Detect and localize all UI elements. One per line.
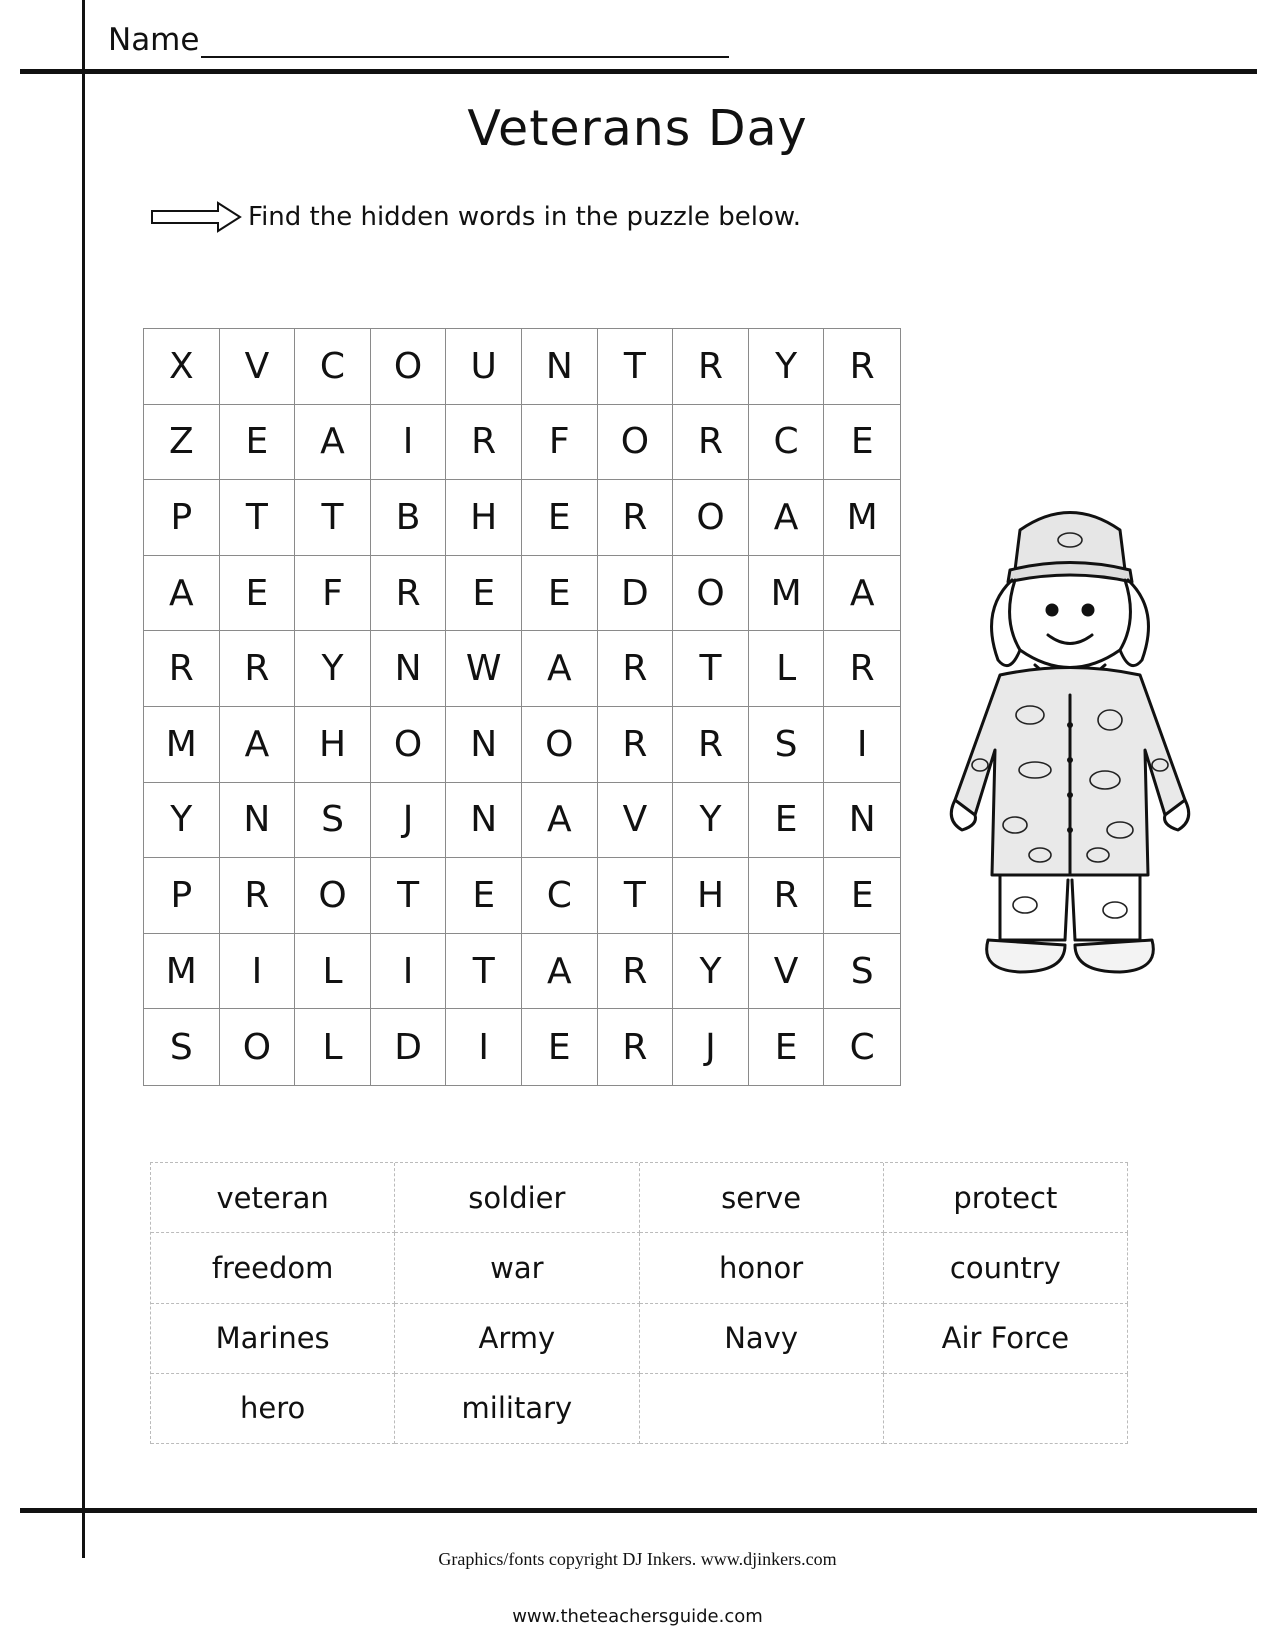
grid-cell[interactable]: T [295,480,371,556]
grid-cell[interactable]: Z [144,405,220,481]
grid-cell[interactable]: O [295,858,371,934]
grid-cell[interactable]: H [295,707,371,783]
grid-cell[interactable]: R [220,858,296,934]
grid-cell[interactable]: O [220,1009,296,1085]
grid-cell[interactable]: A [220,707,296,783]
grid-cell[interactable]: H [446,480,522,556]
grid-cell[interactable]: C [849,1026,875,1068]
grid-cell[interactable]: I [371,934,447,1010]
grid-cell[interactable]: R [598,1009,674,1085]
instruction-row [150,200,801,234]
grid-cell[interactable]: R [220,631,296,707]
word-search-grid [143,328,901,1086]
word-bank-item: soldier [395,1163,639,1233]
word-bank-item: hero [151,1374,395,1444]
grid-cell[interactable]: P [144,858,220,934]
word-bank-item: war [395,1233,639,1303]
grid-cell[interactable]: E [446,556,522,632]
grid-cell[interactable]: T [446,934,522,1010]
grid-cell[interactable]: T [598,329,674,405]
grid-cell[interactable]: B [371,480,447,556]
grid-cell[interactable]: E [522,556,598,632]
grid-cell[interactable]: S [295,783,371,859]
grid-cell[interactable]: R [598,934,674,1010]
grid-cell[interactable]: O [598,405,674,481]
grid-cell[interactable]: R [144,631,220,707]
grid-cell[interactable]: O [371,707,447,783]
name-label: Name [108,22,200,58]
grid-cell[interactable]: T [598,858,674,934]
arrow-right-outline-icon [150,200,242,234]
grid-cell[interactable]: Y [295,631,371,707]
grid-cell[interactable]: R [446,405,522,481]
name-field [108,22,729,58]
grid-cell[interactable]: Y [673,934,749,1010]
grid-cell[interactable]: X [144,329,220,405]
grid-cell[interactable]: E [220,405,296,481]
grid-cell[interactable]: S [824,934,900,1010]
grid-cell[interactable]: E [220,556,296,632]
word-bank-table [150,1162,1128,1444]
grid-cell[interactable]: T [220,480,296,556]
grid-cell[interactable]: T [371,858,447,934]
grid-cell[interactable]: R [598,480,674,556]
grid-cell[interactable]: M [144,707,220,783]
grid-cell[interactable]: R [673,707,749,783]
grid-cell[interactable]: R [673,329,749,405]
grid-cell[interactable]: M [824,480,900,556]
grid-cell[interactable]: E [446,858,522,934]
grid-cell[interactable]: O [673,480,749,556]
page-title: Veterans Day [467,100,808,157]
grid-cell[interactable]: C [749,405,825,481]
grid-cell[interactable]: T [673,631,749,707]
grid-cell[interactable]: A [522,934,598,1010]
grid-cell[interactable]: Y [749,329,825,405]
grid-cell[interactable]: A [144,556,220,632]
footer-url: www.theteachersguide.com [512,1606,763,1627]
grid-cell[interactable]: S [144,1009,220,1085]
grid-cell[interactable]: V [749,934,825,1010]
word-bank-item: veteran [151,1163,395,1233]
grid-cell[interactable]: F [295,556,371,632]
grid-cell[interactable]: L [295,934,371,1010]
grid-cell[interactable]: N [446,783,522,859]
word-bank-item: country [884,1233,1128,1303]
grid-cell[interactable]: E [522,1009,598,1085]
grid-cell[interactable]: H [673,858,749,934]
margin-vertical-line [82,0,85,1558]
grid-cell[interactable]: U [446,329,522,405]
word-bank-item: military [395,1374,639,1444]
grid-cell[interactable]: N [446,707,522,783]
grid-cell[interactable]: E [749,783,825,859]
grid-cell[interactable]: V [220,329,296,405]
word-bank-item [884,1374,1128,1444]
footer-rule [20,1508,1257,1513]
word-bank-item: Air Force [884,1304,1128,1374]
grid-cell[interactable]: W [446,631,522,707]
grid-cell[interactable]: O [522,707,598,783]
grid-cell[interactable]: C [522,858,598,934]
grid-cell[interactable]: J [673,1009,749,1085]
grid-cell[interactable]: P [144,480,220,556]
grid-cell[interactable]: O [673,556,749,632]
word-bank-item: honor [640,1233,884,1303]
grid-cell[interactable]: Y [144,783,220,859]
grid-cell[interactable]: O [371,329,447,405]
grid-cell[interactable]: A [295,405,371,481]
word-bank-item: Army [395,1304,639,1374]
grid-cell[interactable]: L [749,631,825,707]
grid-cell[interactable]: I [824,707,900,783]
header-rule [20,69,1257,74]
word-bank-item: serve [640,1163,884,1233]
grid-cell[interactable]: E [824,858,900,934]
word-bank-item: freedom [151,1233,395,1303]
soldier-illustration [918,500,1222,1000]
word-bank-item [640,1374,884,1444]
grid-cell[interactable]: M [749,556,825,632]
grid-cell[interactable]: R [824,329,900,405]
grid-cell[interactable]: N [371,631,447,707]
grid-cell[interactable]: R [598,707,674,783]
grid-cell[interactable]: D [598,556,674,632]
instruction-text: Find the hidden words in the puzzle below. [248,202,802,232]
grid-cell[interactable]: N [824,783,900,859]
grid-cell[interactable]: N [522,329,598,405]
grid-cell[interactable]: Y [673,783,749,859]
grid-cell[interactable]: N [220,783,296,859]
name-blank-line[interactable] [201,26,729,58]
grid-cell[interactable]: M [144,934,220,1010]
grid-cell[interactable]: R [598,631,674,707]
grid-cell[interactable]: C [295,329,371,405]
grid-cell[interactable]: R [673,405,749,481]
grid-cell[interactable]: I [446,1009,522,1085]
grid-cell[interactable]: E [749,1009,825,1085]
grid-cell[interactable]: I [371,405,447,481]
grid-cell[interactable]: D [371,1009,447,1085]
grid-cell[interactable]: R [749,858,825,934]
grid-cell[interactable]: A [522,631,598,707]
grid-cell[interactable]: A [522,783,598,859]
grid-cell[interactable]: R [824,631,900,707]
word-bank-item: protect [884,1163,1128,1233]
grid-cell[interactable]: I [220,934,296,1010]
copyright-text: Graphics/fonts copyright DJ Inkers. www.djinkers.com [438,1549,837,1569]
grid-cell[interactable]: J [371,783,447,859]
grid-cell[interactable]: A [824,556,900,632]
grid-cell[interactable]: S [749,707,825,783]
grid-cell[interactable]: A [749,480,825,556]
word-bank-item: Marines [151,1304,395,1374]
grid-cell[interactable]: R [371,556,447,632]
grid-cell[interactable]: F [522,405,598,481]
grid-cell[interactable]: V [598,783,674,859]
grid-cell[interactable]: E [824,405,900,481]
word-bank-item: Navy [640,1304,884,1374]
grid-cell[interactable]: E [522,480,598,556]
grid-cell[interactable]: L [295,1009,371,1085]
